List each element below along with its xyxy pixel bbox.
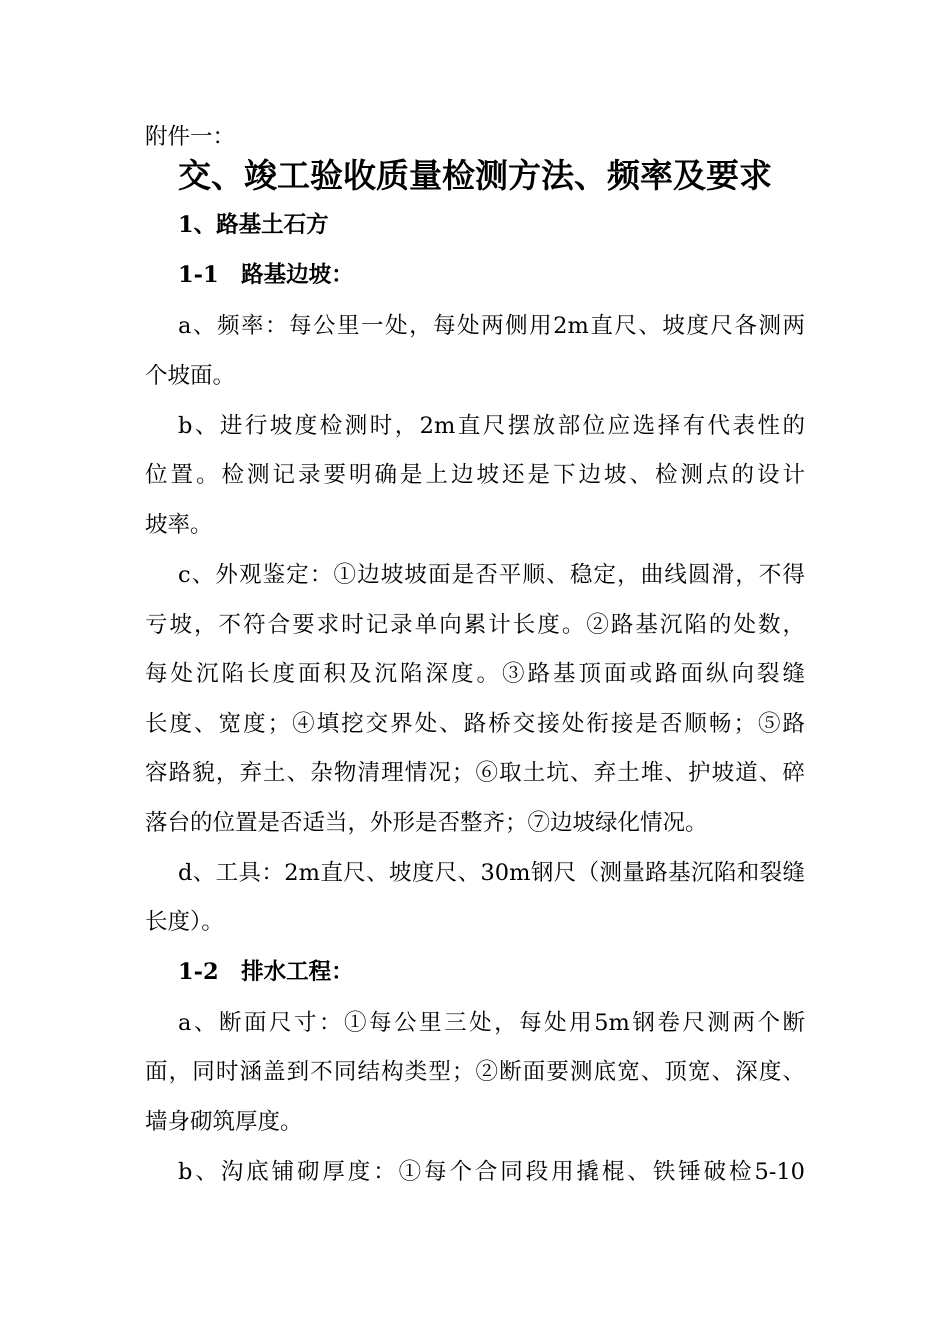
subsection-heading-1-1: 1-1 路基边坡： <box>178 262 354 288</box>
paragraph-b-line-1: b、进行坡度检测时，2m直尺摆放部位应选择有代表性的 <box>178 413 805 439</box>
paragraph-c-line-1: c、外观鉴定：①边坡坡面是否平顺、稳定，曲线圆滑，不得 <box>178 562 805 588</box>
annex-label: 附件一： <box>145 124 236 150</box>
paragraph-c-line-3: 每处沉陷长度面积及沉陷深度。③路基顶面或路面纵向裂缝 <box>145 661 805 687</box>
paragraph-c-line-2: 亏坡，不符合要求时记录单向累计长度。②路基沉陷的处数， <box>145 612 805 638</box>
section-heading-1: 1、路基土石方 <box>178 212 329 238</box>
paragraph-e-line-3: 墙身砌筑厚度。 <box>145 1109 303 1135</box>
paragraph-f-line-1: b、沟底铺砌厚度：①每个合同段用撬棍、铁锤破检5-10 <box>178 1159 805 1185</box>
paragraph-d-line-2: 长度）。 <box>145 909 224 935</box>
paragraph-a-line-1: a、频率：每公里一处，每处两侧用2m直尺、坡度尺各测两 <box>178 313 805 339</box>
paragraph-c-line-4: 长度、宽度；④填挖交界处、路桥交接处衔接是否顺畅；⑤路 <box>145 711 805 737</box>
paragraph-e-line-1: a、断面尺寸：①每公里三处，每处用5m钢卷尺测两个断 <box>178 1010 805 1036</box>
paragraph-b-line-2: 位置。检测记录要明确是上边坡还是下边坡、检测点的设计 <box>145 462 805 488</box>
paragraph-d-line-1: d、工具：2m直尺、坡度尺、30m钢尺（测量路基沉陷和裂缝 <box>178 860 805 886</box>
subsection-heading-1-2: 1-2 排水工程： <box>178 959 354 985</box>
paragraph-c-line-5: 容路貌，弃土、杂物清理情况；⑥取土坑、弃土堆、护坡道、碎 <box>145 760 805 786</box>
paragraph-c-line-6: 落台的位置是否适当，外形是否整齐；⑦边坡绿化情况。 <box>145 810 708 836</box>
page-title: 交、竣工验收质量检测方法、频率及要求 <box>178 156 772 195</box>
paragraph-b-line-3: 坡率。 <box>145 512 213 538</box>
paragraph-a-line-2: 个坡面。 <box>145 363 236 389</box>
paragraph-e-line-2: 面，同时涵盖到不同结构类型；②断面要测底宽、顶宽、深度、 <box>145 1059 805 1085</box>
